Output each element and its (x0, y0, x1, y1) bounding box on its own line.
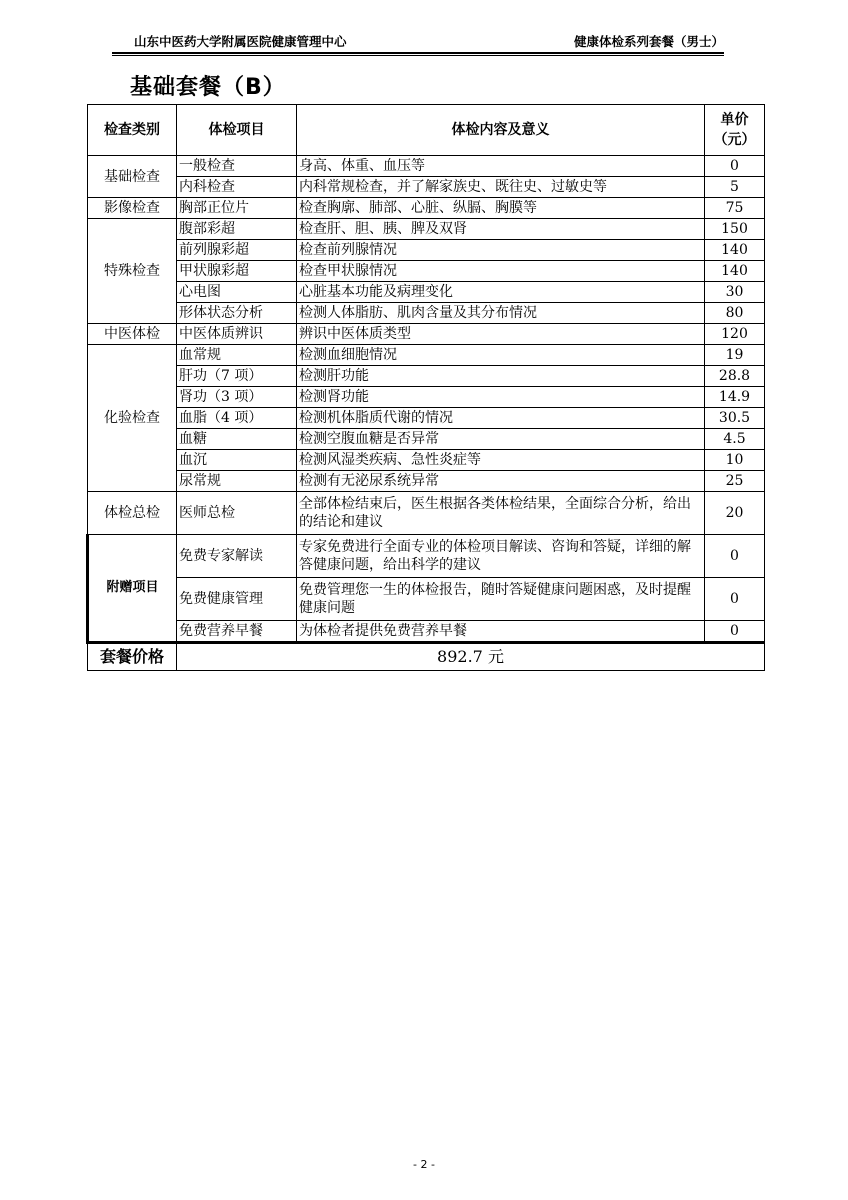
total-value: 892.7 元 (177, 643, 765, 671)
content-cell: 内科常规检查，并了解家族史、既往史、过敏史等 (297, 177, 705, 198)
table-row (88, 345, 765, 366)
content-cell: 检测有无泌尿系统异常 (297, 471, 705, 492)
header-divider (112, 55, 724, 56)
table-row (88, 261, 765, 282)
price-cell: 140 (705, 261, 765, 282)
table-row (88, 387, 765, 408)
item-cell: 胸部正位片 (177, 198, 297, 219)
price-cell: 140 (705, 240, 765, 261)
page-header (112, 30, 724, 54)
content-cell: 检查肝、胆、胰、脾及双肾 (297, 219, 705, 240)
item-cell: 前列腺彩超 (177, 240, 297, 261)
table-row (88, 621, 765, 643)
price-cell: 75 (705, 198, 765, 219)
price-cell: 0 (705, 621, 765, 643)
price-cell: 0 (705, 578, 765, 621)
price-cell: 25 (705, 471, 765, 492)
table-body (88, 156, 765, 643)
price-cell: 120 (705, 324, 765, 345)
price-cell: 4.5 (705, 429, 765, 450)
content-cell: 检测风湿类疾病、急性炎症等 (297, 450, 705, 471)
item-cell: 血常规 (177, 345, 297, 366)
table-row (88, 578, 765, 621)
item-cell: 医师总检 (177, 492, 297, 535)
table-row (88, 366, 765, 387)
item-cell: 内科检查 (177, 177, 297, 198)
price-cell: 20 (705, 492, 765, 535)
content-cell: 专家免费进行全面专业的体检项目解读、咨询和答疑，详细的解答健康问题，给出科学的建议 (297, 535, 705, 578)
price-cell: 19 (705, 345, 765, 366)
package-table (86, 104, 765, 671)
header-category: 检查类别 (88, 105, 177, 156)
table-header-row (88, 105, 765, 156)
content-cell: 检查前列腺情况 (297, 240, 705, 261)
item-cell: 免费健康管理 (177, 578, 297, 621)
item-cell: 肝功（7 项） (177, 366, 297, 387)
item-cell: 形体状态分析 (177, 303, 297, 324)
category-cell: 体检总检 (88, 492, 177, 535)
content-cell: 检测空腹血糖是否异常 (297, 429, 705, 450)
table-row (88, 324, 765, 345)
table-row (88, 198, 765, 219)
table-row (88, 156, 765, 177)
table-row (88, 282, 765, 303)
category-cell: 中医体检 (88, 324, 177, 345)
category-cell: 基础检查 (88, 156, 177, 198)
item-cell: 肾功（3 项） (177, 387, 297, 408)
price-cell: 5 (705, 177, 765, 198)
category-cell: 附赠项目 (88, 535, 177, 643)
content-cell: 检测血细胞情况 (297, 345, 705, 366)
content-cell: 检查甲状腺情况 (297, 261, 705, 282)
price-cell: 150 (705, 219, 765, 240)
price-cell: 28.8 (705, 366, 765, 387)
content-cell: 为体检者提供免费营养早餐 (297, 621, 705, 643)
content-cell: 心脏基本功能及病理变化 (297, 282, 705, 303)
price-cell: 80 (705, 303, 765, 324)
price-cell: 0 (705, 535, 765, 578)
item-cell: 尿常规 (177, 471, 297, 492)
category-cell: 化验检查 (88, 345, 177, 492)
total-label: 套餐价格 (88, 643, 177, 671)
item-cell: 中医体质辨识 (177, 324, 297, 345)
item-cell: 腹部彩超 (177, 219, 297, 240)
header-left: 山东中医药大学附属医院健康管理中心 (134, 34, 347, 49)
price-cell: 10 (705, 450, 765, 471)
category-cell: 特殊检查 (88, 219, 177, 324)
item-cell: 免费专家解读 (177, 535, 297, 578)
table-row (88, 450, 765, 471)
table-row (88, 303, 765, 324)
table-row (88, 471, 765, 492)
table-row (88, 219, 765, 240)
table-row (88, 177, 765, 198)
content-cell: 检测机体脂质代谢的情况 (297, 408, 705, 429)
item-cell: 血糖 (177, 429, 297, 450)
item-cell: 甲状腺彩超 (177, 261, 297, 282)
content-cell: 检测肾功能 (297, 387, 705, 408)
table-row (88, 535, 765, 578)
content-cell: 全部体检结束后，医生根据各类体检结果，全面综合分析，给出的结论和建议 (297, 492, 705, 535)
content-cell: 免费管理您一生的体检报告，随时答疑健康问题困惑，及时提醒健康问题 (297, 578, 705, 621)
item-cell: 血脂（4 项） (177, 408, 297, 429)
content-cell: 辨识中医体质类型 (297, 324, 705, 345)
table-row (88, 429, 765, 450)
content-cell: 检测人体脂肪、肌肉含量及其分布情况 (297, 303, 705, 324)
total-row (88, 643, 765, 671)
price-cell: 14.9 (705, 387, 765, 408)
price-cell: 30.5 (705, 408, 765, 429)
price-cell: 30 (705, 282, 765, 303)
header-item: 体检项目 (177, 105, 297, 156)
header-right: 健康体检系列套餐（男士） (573, 34, 724, 49)
content-cell: 检测肝功能 (297, 366, 705, 387)
category-cell: 影像检查 (88, 198, 177, 219)
content-cell: 身高、体重、血压等 (297, 156, 705, 177)
item-cell: 一般检查 (177, 156, 297, 177)
item-cell: 免费营养早餐 (177, 621, 297, 643)
table-row (88, 240, 765, 261)
header-content: 体检内容及意义 (297, 105, 705, 156)
table-row (88, 492, 765, 535)
item-cell: 血沉 (177, 450, 297, 471)
content-cell: 检查胸廓、肺部、心脏、纵膈、胸膜等 (297, 198, 705, 219)
page-title: 基础套餐（B） (130, 75, 286, 100)
page-number: - 2 - (413, 1158, 435, 1171)
header-price: 单价 （元） (705, 105, 765, 156)
item-cell: 心电图 (177, 282, 297, 303)
table-row (88, 408, 765, 429)
price-cell: 0 (705, 156, 765, 177)
